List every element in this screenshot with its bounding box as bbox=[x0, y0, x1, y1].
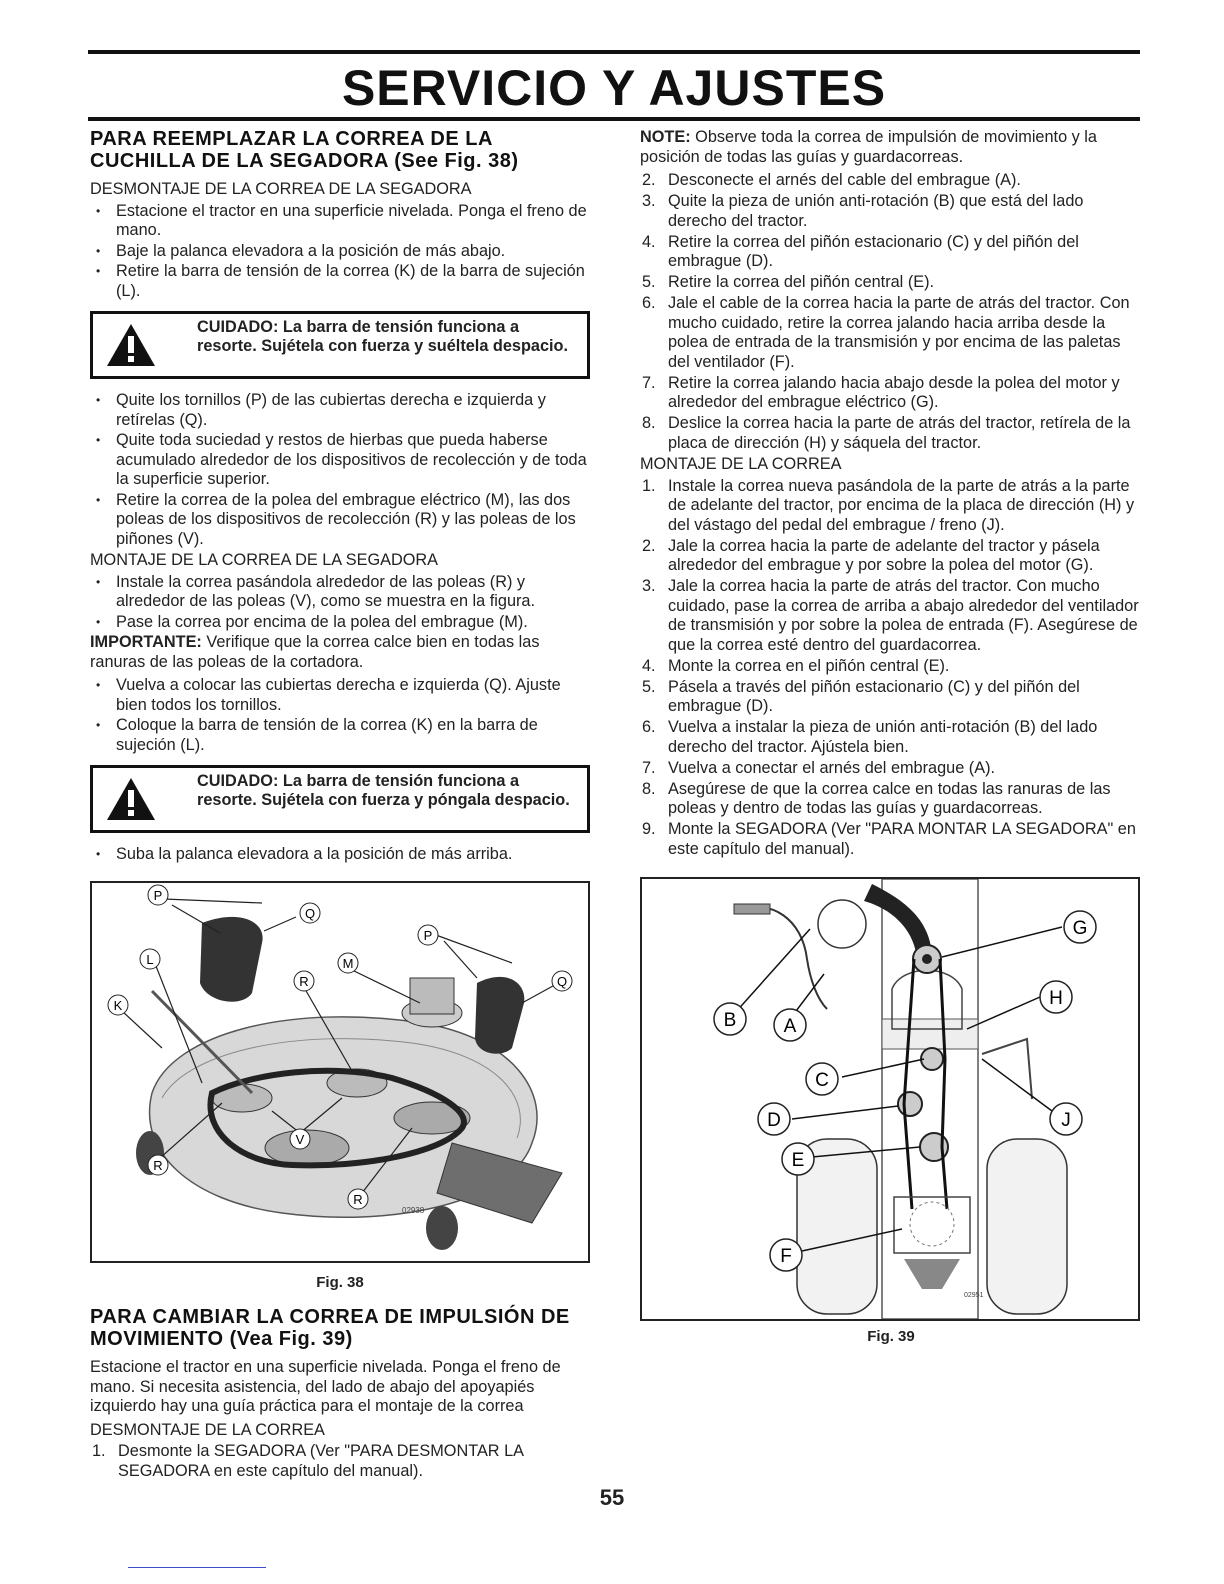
list-item: 2. Jale la correa hacia la parte de adelante del tractor y pásela alrededor del embrague y por sobre la polea del motor (G). bbox=[642, 536, 1100, 574]
svg-text:Q: Q bbox=[556, 973, 568, 989]
callout-C bbox=[806, 1063, 838, 1095]
list-item: • Suba la palanca elevadora a la posición de más arriba. bbox=[90, 845, 590, 865]
paragraph: Estacione el tractor en una superficie nivelada. Ponga el freno de mano. Si necesita asistencia, del lado de abajo del apoyapiés izquierdo hay una guía práctica para el montaje de la correa bbox=[90, 1358, 561, 1415]
warning-text: CUIDADO: La barra de tensión funciona a resorte. Sujétela con fuerza y póngala despacio. bbox=[197, 772, 570, 809]
callout-R bbox=[148, 1155, 168, 1175]
drive-belt-illustration bbox=[642, 879, 1138, 1319]
list-item: 8. Deslice la correa hacia la parte de atrás del tractor, retírela de la placa de dirección (H) y sáquela del tractor. bbox=[642, 414, 1131, 452]
list-item: 1. Instale la correa nueva pasándola de la parte de atrás a la parte de adelante del tractor, por encima de la placa de dirección (H) y del vástago del pedal del embrague / freno (J). bbox=[642, 476, 1135, 534]
section-heading-drive-belt: PARA CAMBIAR LA CORREA DE IMPULSIÓN DE MOVIMIENTO (Vea Fig. 39) bbox=[90, 1306, 570, 1350]
list-item: 5. Retire la correa del piñón central (E). bbox=[642, 273, 935, 291]
list-item: 2. Desconecte el arnés del cable del embrague (A). bbox=[642, 171, 1021, 189]
numbered-list bbox=[90, 1442, 590, 1481]
callout-G bbox=[1064, 911, 1096, 943]
list-item: 3. Jale la correa hacia la parte de atrás del tractor. Con mucho cuidado, pase la correa de arriba a abajo alrededor del ventilador de transmisión y por sobre la polea de entrada (F). Asegúrese de que la correa esté dentro del guardacorrea. bbox=[642, 577, 1139, 654]
callout-M bbox=[338, 953, 358, 973]
header-rule-bottom bbox=[88, 117, 1140, 121]
bullet-list bbox=[90, 676, 590, 755]
bullet-list bbox=[90, 573, 590, 633]
svg-text:M: M bbox=[342, 955, 354, 971]
figure-caption: Fig. 38 bbox=[316, 1273, 364, 1291]
subheading-belt-install: MONTAJE DE LA CORREA bbox=[640, 455, 842, 473]
svg-text:D: D bbox=[767, 1110, 781, 1131]
svg-text:P: P bbox=[153, 887, 163, 903]
warning-box bbox=[90, 311, 590, 379]
list-item: 1. Desmonte la SEGADORA (Ver "PARA DESMONTAR LA SEGADORA en este capítulo del manual). bbox=[92, 1442, 524, 1480]
svg-text:R: R bbox=[299, 973, 309, 989]
list-item: 3. Quite la pieza de unión anti-rotación (B) que está del lado derecho del tractor. bbox=[642, 192, 1084, 230]
note-label: NOTE: bbox=[640, 128, 691, 146]
bullet-list bbox=[90, 391, 590, 549]
important-text: Verifique que la correa calce bien en todas las ranuras de las poleas de la cortadora. bbox=[90, 633, 540, 671]
callout-E bbox=[782, 1143, 814, 1175]
important-label: IMPORTANTE: bbox=[90, 633, 202, 651]
list-item: • Pase la correa por encima de la polea del embrague (M). bbox=[90, 613, 590, 633]
list-item: 6. Jale el cable de la correa hacia la parte de atrás del tractor. Con mucho cuidado, retire la correa jalando hacia arriba desde la polea de entrada de la transmisión y por encima de las paletas del ventilador (F). bbox=[642, 294, 1130, 371]
mower-deck-illustration bbox=[92, 883, 588, 1261]
svg-text:J: J bbox=[1061, 1110, 1071, 1131]
svg-text:H: H bbox=[1049, 988, 1063, 1009]
callout-P bbox=[418, 925, 438, 945]
warning-triangle-icon bbox=[105, 322, 157, 368]
list-item: • Retire la barra de tensión de la correa (K) de la barra de sujeción (L). bbox=[90, 262, 590, 301]
callout-V bbox=[290, 1129, 310, 1149]
callout-R bbox=[348, 1189, 368, 1209]
list-item: 4. Retire la correa del piñón estacionario (C) y del piñón del embrague (D). bbox=[642, 232, 1079, 270]
list-item: 7. Vuelva a conectar el arnés del embrague (A). bbox=[642, 758, 996, 777]
list-item: 5. Pásela a través del piñón estacionario (C) y del piñón del embrague (D). bbox=[642, 677, 1080, 715]
footer-link-underline bbox=[128, 1567, 266, 1568]
svg-text:B: B bbox=[723, 1010, 737, 1031]
svg-text:P: P bbox=[423, 927, 433, 943]
svg-text:L: L bbox=[146, 951, 154, 967]
list-item: • Vuelva a colocar las cubiertas derecha e izquierda (Q). Ajuste bien todos los tornillos. bbox=[90, 676, 590, 715]
list-item: • Estacione el tractor en una superficie nivelada. Ponga el freno de mano. bbox=[90, 202, 590, 241]
figure-38-mower-deck bbox=[90, 881, 590, 1263]
subheading-install: MONTAJE DE LA CORREA DE LA SEGADORA bbox=[90, 551, 439, 569]
svg-text:R: R bbox=[153, 1157, 163, 1173]
section-heading-blade-belt: PARA REEMPLAZAR LA CORREA DE LA CUCHILLA DE LA SEGADORA (See Fig. 38) bbox=[90, 128, 519, 172]
list-item: 9. Monte la SEGADORA (Ver "PARA MONTAR LA SEGADORA" en este capítulo del manual). bbox=[642, 820, 1136, 858]
svg-text:V: V bbox=[295, 1131, 305, 1147]
callout-Q bbox=[552, 971, 572, 991]
svg-text:R: R bbox=[353, 1191, 363, 1207]
warning-box bbox=[90, 765, 590, 833]
svg-text:E: E bbox=[791, 1150, 805, 1171]
svg-text:K: K bbox=[113, 997, 123, 1013]
numbered-list bbox=[640, 171, 1142, 453]
note bbox=[640, 128, 1142, 167]
callout-R bbox=[294, 971, 314, 991]
callout-L bbox=[140, 949, 160, 969]
callout-F bbox=[770, 1239, 802, 1271]
callout-Q bbox=[300, 903, 320, 923]
svg-text:Q: Q bbox=[304, 905, 316, 921]
numbered-list bbox=[640, 477, 1142, 860]
left-column bbox=[90, 128, 590, 1483]
figure-39-drive-belt bbox=[640, 877, 1140, 1321]
callout-D bbox=[758, 1103, 790, 1135]
callout-A bbox=[774, 1009, 806, 1041]
header-rule-top bbox=[88, 50, 1140, 54]
svg-text:C: C bbox=[815, 1070, 829, 1091]
list-item: 7. Retire la correa jalando hacia abajo desde la polea del motor y alrededor del embrague eléctrico (G). bbox=[642, 373, 1120, 411]
callout-H bbox=[1040, 981, 1072, 1013]
svg-text:F: F bbox=[780, 1246, 792, 1267]
warning-text: CUIDADO: La barra de tensión funciona a resorte. Sujétela con fuerza y suéltela despacio. bbox=[197, 318, 568, 355]
list-item: • Retire la correa de la polea del embrague eléctrico (M), las dos poleas de los dispositivos de recolección (R) y las poleas de los piñones (V). bbox=[90, 491, 590, 550]
list-item: 6. Vuelva a instalar la pieza de unión anti-rotación (B) del lado derecho del tractor. Ajústela bien. bbox=[642, 718, 1098, 756]
important-note bbox=[90, 633, 590, 672]
callout-B bbox=[714, 1003, 746, 1035]
list-item: • Coloque la barra de tensión de la correa (K) en la barra de sujeción (L). bbox=[90, 716, 590, 755]
list-item: 8. Asegúrese de que la correa calce en todas las ranuras de las poleas y dentro de todas las guías y guardacorreas. bbox=[642, 779, 1111, 817]
right-column bbox=[640, 128, 1142, 1355]
callout-P bbox=[148, 885, 168, 905]
warning-triangle-icon bbox=[105, 776, 157, 822]
svg-text:A: A bbox=[783, 1016, 797, 1037]
page-number: 55 bbox=[599, 1485, 625, 1510]
list-item: • Quite toda suciedad y restos de hierbas que pueda haberse acumulado alrededor de los dispositivos de recolección y de toda la superficie superior. bbox=[90, 431, 590, 490]
callout-J bbox=[1050, 1103, 1082, 1135]
bullet-list bbox=[90, 845, 590, 865]
list-item: • Baje la palanca elevadora a la posición de más abajo. bbox=[90, 242, 590, 262]
figure-caption: Fig. 39 bbox=[867, 1328, 915, 1345]
figure-code: 02938 bbox=[402, 1205, 425, 1215]
note-text: Observe toda la correa de impulsión de movimiento y la posición de todas las guías y guardacorreas. bbox=[640, 128, 1097, 166]
list-item: • Instale la correa pasándola alrededor de las poleas (R) y alrededor de las poleas (V), como se muestra en la figura. bbox=[90, 573, 590, 612]
page-title: SERVICIO Y AJUSTES bbox=[341, 60, 887, 116]
list-item: 4. Monte la correa en el piñón central (E). bbox=[642, 656, 950, 675]
bullet-list bbox=[90, 202, 590, 302]
figure-code: 02951 bbox=[964, 1292, 984, 1299]
subheading-removal: DESMONTAJE DE LA CORREA DE LA SEGADORA bbox=[90, 180, 472, 198]
list-item: • Quite los tornillos (P) de las cubiertas derecha e izquierda y retírelas (Q). bbox=[90, 391, 590, 430]
subheading-belt-removal: DESMONTAJE DE LA CORREA bbox=[90, 1420, 325, 1439]
callout-K bbox=[108, 995, 128, 1015]
svg-text:G: G bbox=[1072, 918, 1088, 939]
